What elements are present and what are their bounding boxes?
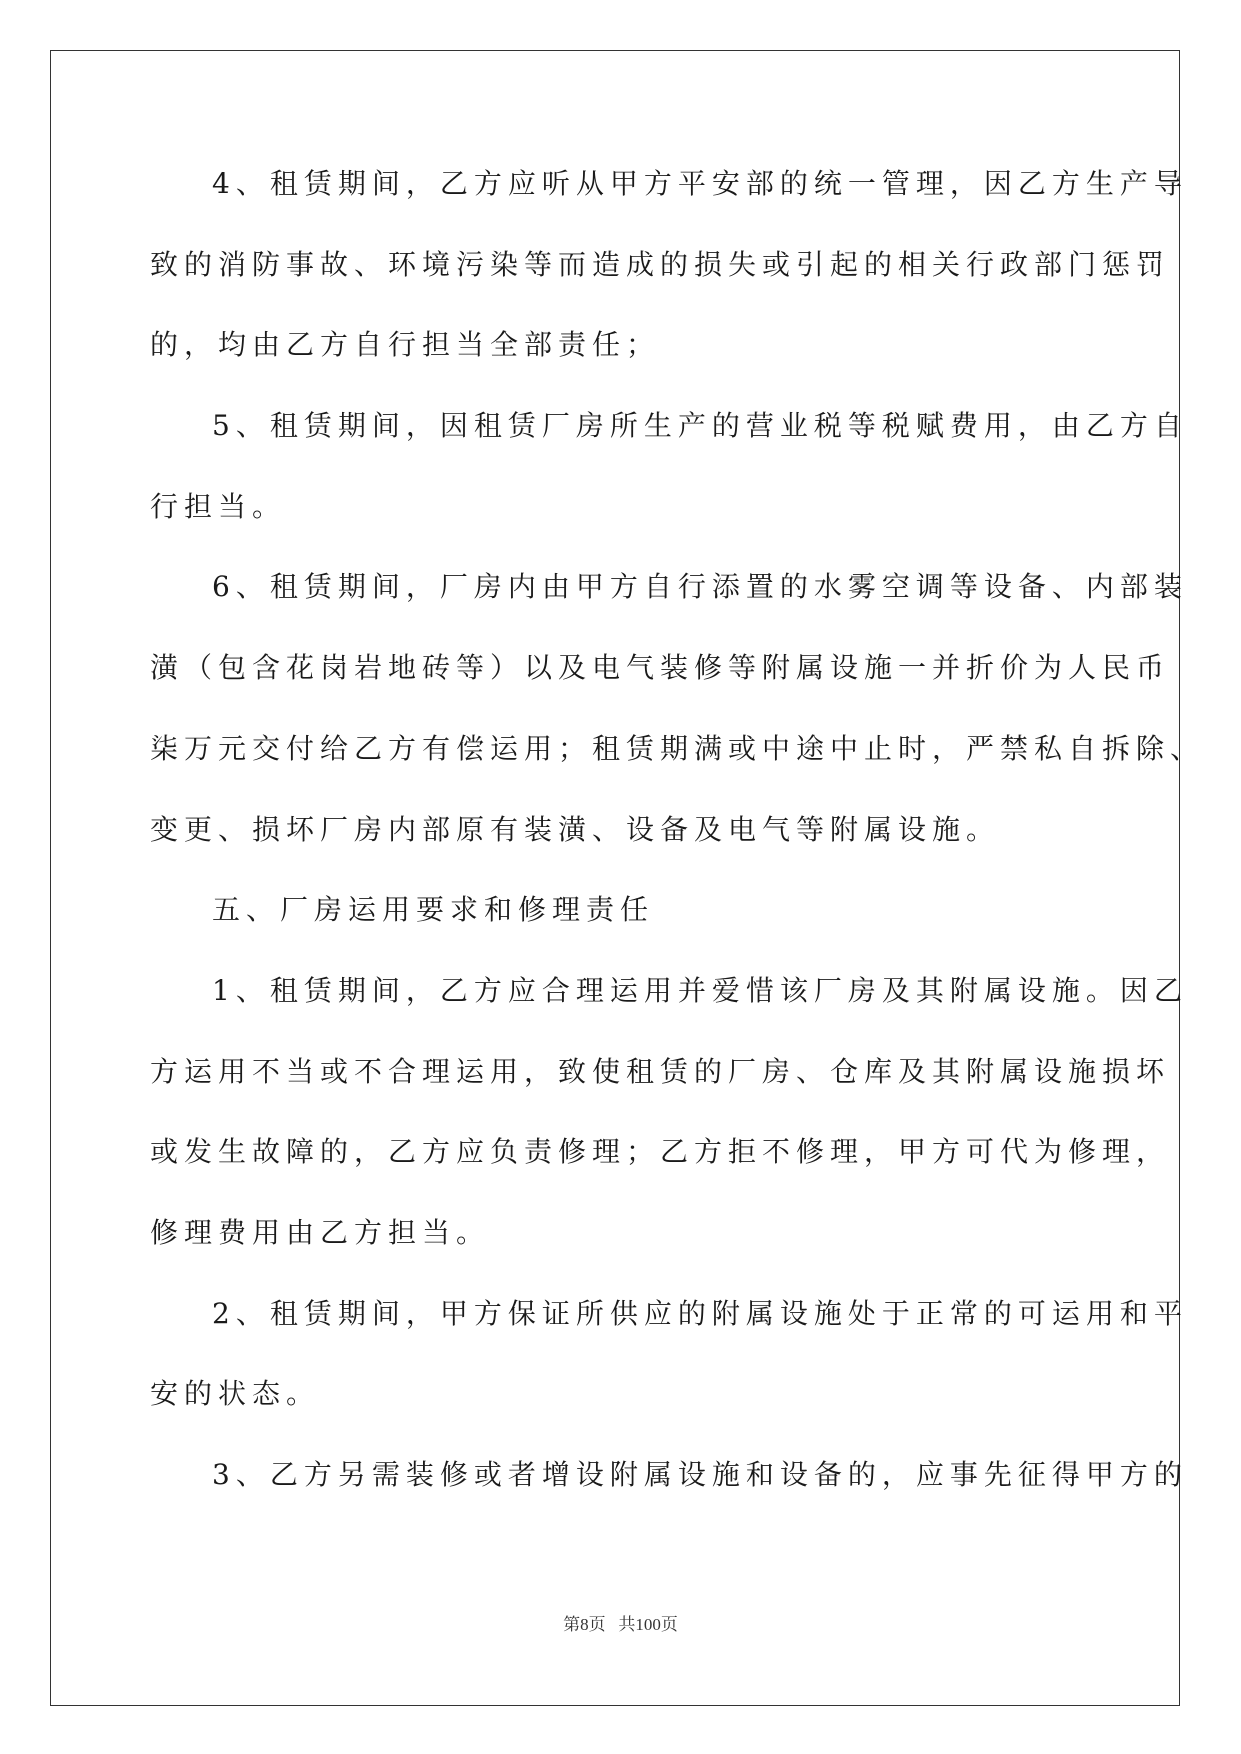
text-line: 2、租赁期间，甲方保证所供应的附属设施处于正常的可运用和平 (212, 1296, 1188, 1330)
text-line: 1、租赁期间，乙方应合理运用并爱惜该厂房及其附属设施。因乙 (212, 973, 1188, 1007)
text-line: 4、租赁期间，乙方应听从甲方平安部的统一管理，因乙方生产导 (212, 167, 1188, 200)
text-line: 柒万元交付给乙方有偿运用；租赁期满或中途中止时，严禁私自拆除、 (150, 731, 1205, 765)
text-line: 变更、损坏厂房内部原有装潢、设备及电气等附属设施。 (150, 812, 1001, 846)
text-line: 致的消防事故、环境污染等而造成的损失或引起的相关行政部门惩罚 (150, 247, 1171, 281)
text-line: 修理费用由乙方担当。 (150, 1215, 491, 1249)
text-line: 安的状态。 (150, 1377, 321, 1411)
section-heading: 五、厂房运用要求和修理责任 (212, 893, 655, 927)
page-number-footer: 第8页 共100页 (563, 1615, 678, 1634)
text-line: 潢（包含花岗岩地砖等）以及电气装修等附属设施一并折价为人民币 (150, 651, 1171, 685)
text-line: 3、乙方另需装修或者增设附属设施和设备的，应事先征得甲方的 (212, 1458, 1188, 1491)
text-line: 6、租赁期间，厂房内由甲方自行添置的水雾空调等设备、内部装 (212, 570, 1188, 604)
document-body (150, 167, 1205, 1540)
text-line: 行担当。 (150, 489, 287, 523)
text-line: 5、租赁期间，因租赁厂房所生产的营业税等税赋费用，由乙方自 (212, 409, 1188, 443)
text-line: 方运用不当或不合理运用，致使租赁的厂房、仓库及其附属设施损坏 (150, 1054, 1171, 1088)
text-line: 或发生故障的，乙方应负责修理；乙方拒不修理，甲方可代为修理， (150, 1135, 1171, 1169)
text-line: 的，均由乙方自行担当全部责任； (150, 328, 661, 362)
